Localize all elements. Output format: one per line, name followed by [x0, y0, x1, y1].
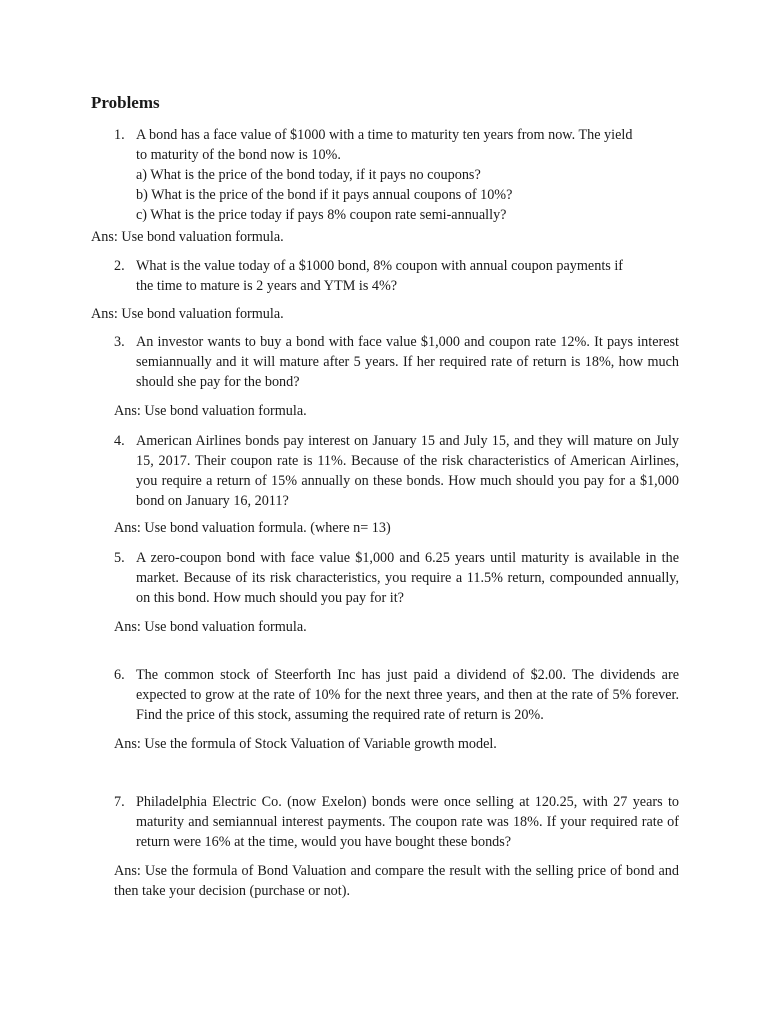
problem-text: A zero-coupon bond with face value $1,000 and 6.25 years until maturity is available in the market. Because of its risk characteristics, you require a 11.5% return, compounded annually, on this bond. How much should you pay for it?	[136, 550, 679, 606]
problem-number: 2.	[114, 258, 125, 274]
answer-1: Ans: Use bond valuation formula.	[91, 229, 284, 245]
answer-7: Ans: Use the formula of Bond Valuation and compare the result with the selling price of bond and then take your decision (purchase or not).	[114, 863, 679, 899]
problem-text: American Airlines bonds pay interest on January 15 and July 15, and they will mature on July 15, 2017. Their coupon rate is 11%. Because of the risk characteristics of American Airlines, you require a return of 15% annually on these bonds. How much should you pay for a $1,000 bond on January 16, 2011?	[136, 433, 679, 509]
problem-5	[114, 548, 679, 608]
problem-text: Philadelphia Electric Co. (now Exelon) bonds were once selling at 120.25, with 27 years to maturity and semiannual interest payments. The coupon rate was 18%. If your required rate of return were 16% at the time, would you have bought these bonds?	[136, 794, 679, 850]
answer-5: Ans: Use bond valuation formula.	[114, 619, 307, 635]
problem-line: What is the value today of a $1000 bond, 8% coupon with annual coupon payments if	[136, 258, 623, 274]
problem-7	[114, 792, 679, 852]
problem-line: c) What is the price today if pays 8% coupon rate semi-annually?	[136, 207, 507, 223]
problem-number: 1.	[114, 127, 125, 143]
problem-text	[136, 256, 679, 296]
problem-line: b) What is the price of the bond if it pays annual coupons of 10%?	[136, 187, 513, 203]
problem-number: 7.	[114, 794, 125, 810]
page-title: Problems	[91, 93, 160, 112]
problem-number: 3.	[114, 334, 125, 350]
problem-6	[114, 665, 679, 725]
problem-line: to maturity of the bond now is 10%.	[136, 147, 341, 163]
answer-3: Ans: Use bond valuation formula.	[114, 403, 307, 419]
problem-number: 4.	[114, 433, 125, 449]
problem-3	[114, 332, 679, 392]
problem-4	[114, 431, 679, 511]
problem-line: a) What is the price of the bond today, if it pays no coupons?	[136, 167, 481, 183]
problem-line: the time to mature is 2 years and YTM is 4%?	[136, 278, 398, 294]
problem-number: 5.	[114, 550, 125, 566]
answer-4: Ans: Use bond valuation formula. (where n= 13)	[114, 520, 391, 536]
problem-text	[136, 125, 679, 225]
problem-line: A bond has a face value of $1000 with a time to maturity ten years from now. The yield	[136, 127, 633, 143]
problem-number: 6.	[114, 667, 125, 683]
answer-6: Ans: Use the formula of Stock Valuation of Variable growth model.	[114, 736, 497, 752]
answer-2: Ans: Use bond valuation formula.	[91, 306, 284, 322]
problem-text: An investor wants to buy a bond with face value $1,000 and coupon rate 12%. It pays interest semiannually and it will mature after 5 years. If her required rate of return is 18%, how much should she pay for the bond?	[136, 334, 679, 390]
problem-2	[114, 256, 679, 296]
problem-text: The common stock of Steerforth Inc has just paid a dividend of $2.00. The dividends are expected to grow at the rate of 10% for the next three years, and then at the rate of 5% forever. Find the price of this stock, assuming the required rate of return is 20%.	[136, 667, 679, 723]
problem-1	[114, 125, 679, 225]
